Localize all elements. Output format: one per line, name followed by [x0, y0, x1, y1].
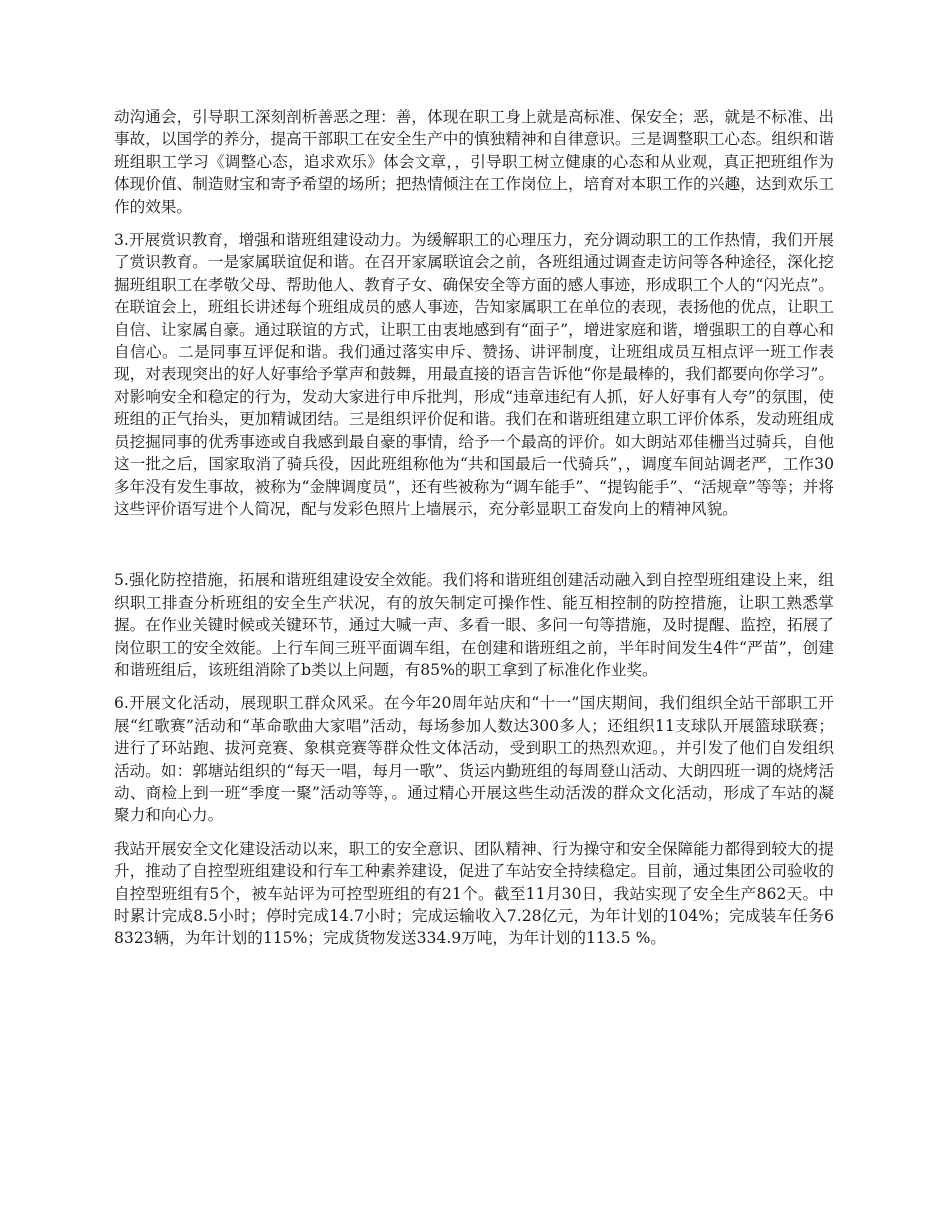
paragraph-summary-results: 我站开展安全文化建设活动以来，职工的安全意识、团队精神、行为操守和安全保障能力都得到较大的提升，推动了自控型班组建设和行车工种素养建设，促进了车站安全持续稳定。目前，通过集团公司验收的自控型班组有5个，被车站评为可控型班组的有21个。截至11月30日，我站实现了安全生产862天。中时累计完成8.5小时；停时完成14.7小时；完成运输收入7.28亿元，为年计划的104%；完成装车任务68323辆，为年计划的115%；完成货物发送334.9万吨，为年计划的113.5 %。	[114, 839, 834, 948]
paragraph-mindset: 动沟通会，引导职工深刻剖析善恶之理：善，体现在职工身上就是高标准、保安全；恶，就是不标准、出事故，以国学的养分，提高干部职工在安全生产中的慎独精神和自律意识。三是调整职工心态。组织和谐班组职工学习《调整心态，追求欢乐》体会文章，，引导职工树立健康的心态和从业观，真正把班组作为体现价值、制造财宝和寄予希望的场所；把热情倾注在工作岗位上，培育对本职工作的兴趣，达到欢乐工作的效果。	[114, 108, 834, 216]
section-gap	[114, 531, 834, 569]
paragraph-appreciation-education: 3.开展赏识教育，增强和谐班组建设动力。为缓解职工的心理压力，充分调动职工的工作热情，我们开展了赏识教育。一是家属联谊促和谐。在召开家属联谊会之前，各班组通过调查走访问等各种途径，深化挖掘班组职工在孝敬父母、帮助他人、教育子女、确保安全等方面的感人事迹，形成职工个人的“闪光点”。在联谊会上，班组长讲述每个班组成员的感人事迹，告知家属职工在单位的表现，表扬他的优点，让职工自信、让家属自豪。通过联谊的方式，让职工由衷地感到有“面子”，增进家庭和谐，增强职工的自尊心和自信心。二是同事互评促和谐。我们通过落实申斥、赞扬、讲评制度，让班组成员互相点评一班工作表现，对表现突出的好人好事给予掌声和鼓舞，用最直接的语言告诉他“你是最棒的，我们都要向你学习”。对影响安全和稳定的行为，发动大家进行申斥批判，形成“违章违纪有人抓，好人好事有人夸”的氛围，使班组的正气抬头，更加精诚团结。三是组织评价促和谐。我们在和谐班组建立职工评价体系，发动班组成员挖掘同事的优秀事迹或自我感到最自豪的事情，给予一个最高的评价。如大朗站邓佳栅当过骑兵，自他这一批之后，国家取消了骑兵役，因此班组称他为“共和国最后一代骑兵”，，调度车间站调老严，工作30多年没有发生事故，被称为“金牌调度员”，还有些被称为“调车能手”、“提钩能手”、“活规章”等等；并将这些评价语写进个人简况，配与发彩色照片上墙展示，充分彰显职工奋发向上的精神风貌。	[114, 231, 834, 518]
paragraph-cultural-activities: 6.开展文化活动，展现职工群众风采。在今年20周年站庆和“十一”国庆期间，我们组织全站干部职工开展“红歌赛”活动和“革命歌曲大家唱”活动，每场参加人数达300多人；还组织11支球队开展篮球联赛；进行了环站跑、拔河竞赛、象棋竞赛等群众性文体活动，受到职工的热烈欢迎。，并引发了他们自发组织活动。如：郭塘站组织的“每天一唱，每月一歌”、货运内勤班组的每周登山活动、大朗四班一调的烧烤活动、商检上到一班“季度一聚”活动等等，。通过精心开展这些生动活泼的群众文化活动，形成了车站的凝聚力和向心力。	[114, 694, 834, 825]
document-body	[114, 106, 834, 961]
paragraph-prevention-measures: 5.强化防控措施，拓展和谐班组建设安全效能。我们将和谐班组创建活动融入到自控型班组建设上来，组织职工排查分析班组的安全生产状况，有的放矢制定可操作性、能互相控制的防控措施，让职工熟悉掌握。在作业关键时候或关键环节，通过大喊一声、多看一眼、多问一句等措施，及时提醒、监控，拓展了岗位职工的安全效能。上行车间三班平面调车组，在创建和谐班组之前，半年时间发生4件“严苗”，创建和谐班组后，该班组消除了b类以上问题，有85%的职工拿到了标准化作业奖。	[114, 571, 834, 679]
